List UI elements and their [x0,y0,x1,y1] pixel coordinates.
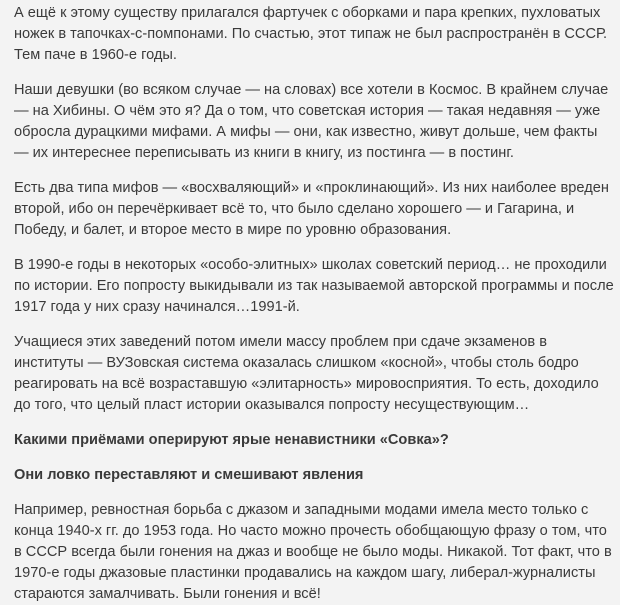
paragraph-apron: А ещё к этому существу прилагался фартучек с оборками и пара крепких, пухловатых ножек в тапочках-с-помпонами. По счастью, этот типаж не был распространён в СССР. Тем паче в 1960-е годы. [14,5,608,63]
paragraph-myth-types: Есть два типа мифов — «восхваляющий» и «проклинающий». Из них наиболее вреден второй, ибо он перечёркивает всё то, что было сделано хорошего — и Гагарина, и Победу, и балет, и второе место в мире по уровню образования. [14,180,609,238]
subheading-mixing: Они ловко переставляют и смешивают явления [14,467,364,483]
paragraph-cosmos: Наши девушки (во всяком случае — на словах) все хотели в Космос. В крайнем случае — на Хибины. О чём это я? Да о том, что советская история — такая недавняя — уже обросла дурацкими мифами. А мифы — они, как известно, живут дольше, чем факты — их интереснее переписывать из книги в книгу, из постинга — в постинг. [14,82,609,161]
paragraph-jazz: Например, ревностная борьба с джазом и западными модами имела место только с конца 1940-х гг. до 1953 года. Но часто можно прочесть обобщающую фразу о том, что в СССР всегда были гонения на джаз и вообще не было моды. Никакой. Тот факт, что в 1970-е годы джазовые пластинки продавались на каждом шагу, либерал-журналисты стараются замалчивать. Были гонения и всё! [14,502,612,602]
paragraph-students: Учащиеся этих заведений потом имели массу проблем при сдаче экзаменов в институты — ВУЗовская система оказалась слишком «косной», чтобы столь бодро реагировать на всё возраставшую «элитарность» мировосприятия. То есть, доходило до того, что целый пласт истории оказывался попросту несуществующим… [14,334,599,413]
paragraph-schools-1990s: В 1990-е годы в некоторых «особо-элитных» школах советский период… не проходили по истории. Его попросту выкидывали из так называемой авторской программы и после 1917 года у них сразу начинался…1991-й. [14,257,614,315]
heading-methods: Какими приёмами оперируют ярые ненавистники «Совка»? [14,432,449,448]
